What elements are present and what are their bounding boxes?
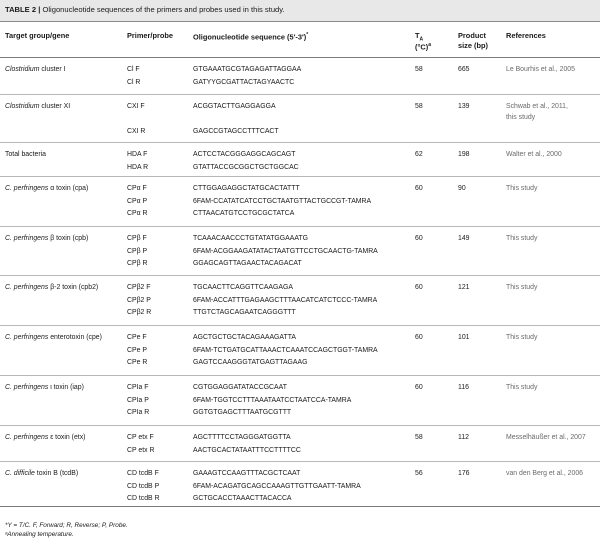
target-italic: C. perfringens: [5, 384, 49, 391]
oligo-sequence: GAGCCGTAGCCTTTCACT: [193, 127, 279, 135]
primer-name: CXI R: [127, 127, 146, 135]
oligo-sequence: CTTAACATGTCCTGCGCTATCA: [193, 210, 295, 218]
row-divider: [0, 461, 600, 462]
product-size: 101: [458, 334, 470, 341]
target-group-name: [5, 434, 85, 442]
product-size: 176: [458, 470, 470, 477]
footnote-abbreviations: *Y = T/C. F, Forward; R, Reverse; P, Probe.: [5, 522, 128, 529]
target-italic: C. difficile: [5, 470, 35, 477]
target-post: cluster I: [39, 66, 66, 73]
target-post: α toxin (cpa): [48, 185, 89, 192]
header-ta-unit: $(^\circ C)^a$: [415, 42, 431, 52]
row-divider: [0, 226, 600, 227]
oligo-sequence: ACTCCTACGGGAGGCAGCAGT: [193, 151, 296, 158]
target-italic: C. perfringens: [5, 284, 49, 291]
row-divider: [0, 142, 600, 143]
target-italic: C. perfringens: [5, 434, 49, 441]
oligo-sequence: TTGTCTAGCAGAATCAGGGTTT: [193, 309, 296, 317]
target-group-name: [5, 235, 88, 243]
oligo-sequence: AACTGCACTATAATTTCCTTTTCC: [193, 446, 301, 454]
primer-name: CPβ F: [127, 235, 147, 242]
oligo-sequence: GAAAGTCCAAGTTTACGCTCAAT: [193, 470, 301, 477]
product-size: 139: [458, 103, 470, 110]
header-ta: $T_A$: [415, 31, 424, 43]
target-group-name: [5, 151, 46, 159]
primer-name: CPe R: [127, 359, 148, 367]
product-size: 149: [458, 235, 470, 242]
primer-name: Cl R: [127, 78, 141, 86]
oligo-sequence: CGTGGAGGATATACCGCAAT: [193, 384, 287, 391]
oligo-sequence: GCTGCACCTAAACTTACACCA: [193, 495, 292, 503]
row-divider: [0, 425, 600, 426]
target-post: cluster XI: [39, 103, 71, 110]
row-divider: [0, 325, 600, 326]
primer-name: HDA R: [127, 163, 149, 171]
target-post: β toxin (cpb): [48, 235, 89, 242]
reference: Le Bourhis et al., 2005: [506, 66, 575, 73]
oligo-sequence: 6FAM-TCTGATGCATTAAACTCAAATCCAGCTGGT-TAMRA: [193, 346, 378, 354]
target-group-name: [5, 470, 78, 478]
target-italic: C. perfringens: [5, 185, 49, 192]
reference: This study: [506, 284, 538, 291]
primer-name: CPβ2 F: [127, 284, 151, 291]
target-group-name: [5, 66, 66, 74]
primer-name: CP etx R: [127, 446, 155, 454]
header-product: Product: [458, 31, 486, 40]
row-divider: [0, 275, 600, 276]
primer-name: HDA F: [127, 151, 148, 158]
primer-name: CPIa R: [127, 409, 150, 417]
annealing-temp: 58: [415, 434, 423, 441]
oligo-sequence: GGTGTGAGCTTTAATGCGTTT: [193, 409, 292, 417]
target-group-name: [5, 284, 98, 292]
target-italic: C. perfringens: [5, 334, 49, 341]
primer-name: CPβ2 P: [127, 296, 151, 304]
target-post: toxin B (tcdB): [34, 470, 79, 477]
target-italic: C. perfringens: [5, 235, 49, 242]
annealing-temp: 60: [415, 284, 423, 291]
target-post: ι toxin (iap): [48, 384, 84, 391]
oligo-sequence: GGAGCAGTTAGAACTACAGACAT: [193, 260, 302, 268]
oligo-sequence: TGCAACTTCAGGTTCAAGAGA: [193, 284, 293, 291]
reference: Walter et al., 2000: [506, 151, 562, 158]
target-post: enterotoxin (cpe): [48, 334, 102, 341]
oligo-sequence: 6FAM-ACAGATGCAGCCAAAGTTGTTGAATT-TAMRA: [193, 482, 361, 490]
target-group-name: [5, 103, 70, 111]
reference: This study: [506, 185, 538, 192]
reference: This study: [506, 384, 538, 391]
annealing-temp: 60: [415, 185, 423, 192]
annealing-temp: 58: [415, 103, 423, 110]
table-label: TABLE 2 |: [5, 5, 41, 14]
table-title-bar: [0, 0, 600, 22]
product-size: 121: [458, 284, 470, 291]
target-pre: Total bacteria: [5, 151, 46, 158]
row-divider: [0, 94, 600, 95]
header-target: Target group/gene: [5, 31, 70, 40]
primer-name: CPα R: [127, 210, 148, 218]
row-divider: [0, 176, 600, 177]
oligo-sequence: AGCTGCTGCTACAGAAAGATTA: [193, 334, 296, 341]
primer-name: CPβ R: [127, 260, 148, 268]
header-sequence: Oligonucleotide sequence (5′-3′)*: [193, 32, 309, 42]
target-post: ε toxin (etx): [48, 434, 86, 441]
header-primer: Primer/probe: [127, 31, 174, 40]
row-divider: [0, 57, 600, 58]
annealing-temp: 60: [415, 334, 423, 341]
product-size: 116: [458, 384, 469, 391]
primer-name: CXI F: [127, 103, 145, 110]
annealing-temp: 58: [415, 66, 423, 73]
primer-name: CPβ P: [127, 247, 148, 255]
oligo-sequence: TCAAACAACCCTGTATATGGAAATG: [193, 235, 308, 242]
product-size: 665: [458, 66, 470, 73]
oligo-sequence: GAGTCCAAGGGTATGAGTTAGAAG: [193, 359, 308, 367]
reference-line-2: this study: [506, 114, 536, 121]
product-size: 90: [458, 185, 466, 192]
annealing-temp: 56: [415, 470, 423, 477]
primer-name: CP etx F: [127, 434, 154, 441]
target-group-name: [5, 384, 84, 392]
oligo-sequence: ACGGTACTTGAGGAGGA: [193, 103, 276, 110]
primer-name: CPIa P: [127, 396, 149, 404]
reference: This study: [506, 235, 538, 242]
oligo-sequence: GTATTACCGCGGCTGCTGGCAC: [193, 163, 299, 171]
oligo-sequence: AGCTTTTCCTAGGGATGGTTA: [193, 434, 291, 441]
primer-name: CPe P: [127, 346, 147, 354]
reference: This study: [506, 334, 538, 341]
product-size: 112: [458, 434, 469, 441]
annealing-temp: 60: [415, 235, 423, 242]
primer-name: CPβ2 R: [127, 309, 152, 317]
primer-name: CPIa F: [127, 384, 149, 391]
product-size: 198: [458, 151, 470, 158]
oligo-sequence: 6FAM-ACCATTTGAGAAGCTTTAACATCATCTCCC-TAMRA: [193, 296, 378, 304]
oligo-sequence: GATYYGCGATTACTAGYAACTC: [193, 78, 295, 86]
target-group-name: [5, 334, 102, 342]
row-divider: [0, 375, 600, 376]
reference: Schwab et al., 2011,: [506, 103, 568, 110]
target-italic: Clostridium: [5, 66, 40, 73]
header-references: References: [506, 31, 546, 40]
annealing-temp: 60: [415, 384, 423, 391]
header-product-unit: size (bp): [458, 41, 488, 50]
target-italic: Clostridium: [5, 103, 40, 110]
target-group-name: [5, 185, 88, 193]
reference: Messelhäußer et al., 2007: [506, 434, 586, 441]
oligo-sequence: GTGAAATGCGTAGAGATTAGGAA: [193, 66, 302, 73]
oligo-sequence: 6FAM-TGGTCCTTTAAATAATCCTAATCCA-TAMRA: [193, 396, 352, 404]
primer-name: CPα F: [127, 185, 147, 192]
row-divider: [0, 506, 600, 507]
oligo-sequence: 6FAM-ACGGAAGATATACTAATGTTCCTGCAACTG-TAMRA: [193, 247, 378, 255]
reference: van den Berg et al., 2006: [506, 470, 584, 477]
primer-name: CD tcdB R: [127, 495, 160, 503]
primer-name: CPα P: [127, 197, 148, 205]
footnote-annealing: ᵃAnnealing temperature.: [5, 531, 74, 538]
table-title: [5, 5, 285, 14]
primer-name: CD tcdB P: [127, 482, 160, 490]
primer-name: Cl F: [127, 66, 140, 73]
target-post: β-2 toxin (cpb2): [48, 284, 99, 291]
oligo-sequence: 6FAM-CCATATCATCCTGCTAATGTTACTGCCGT-TAMRA: [193, 197, 372, 205]
primer-name: CPe F: [127, 334, 147, 341]
table-caption: Oligonucleotide sequences of the primers and probes used in this study.: [42, 5, 285, 14]
oligo-sequence: CTTGGAGAGGCTATGCACTATTT: [193, 185, 300, 192]
primer-name: CD tcdB F: [127, 470, 159, 477]
annealing-temp: 62: [415, 151, 423, 158]
